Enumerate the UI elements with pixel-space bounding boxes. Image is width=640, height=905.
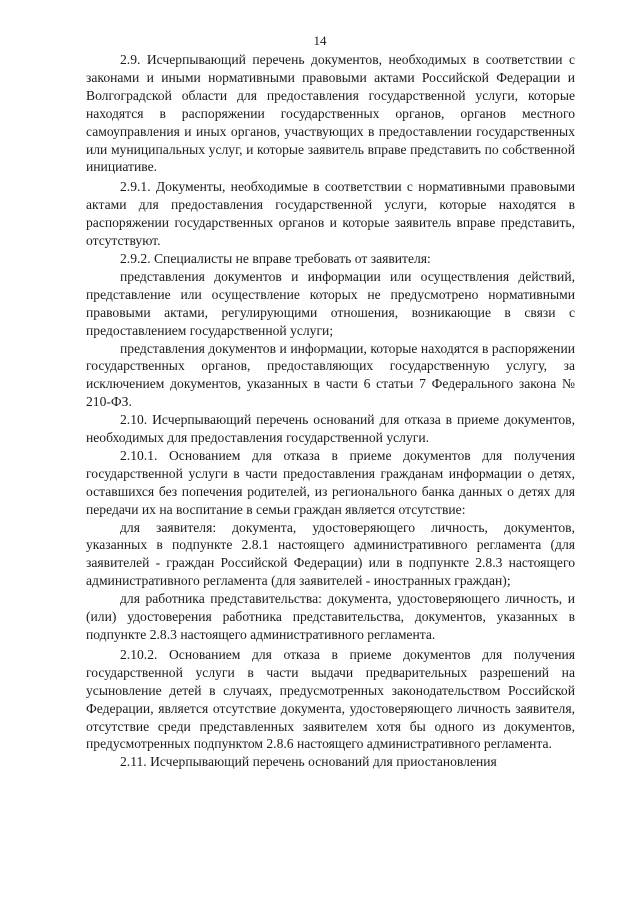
paragraph-2-9: 2.9. Исчерпывающий перечень документов, необходимых в соответствии с законами и иными нормативными правовыми актами Российской Федерации и Волгоградской области для предоставления государственной услуги, которые находятся в распоряжении государственных органов, органов местного самоуправления и иных органов, участвующих в предоставлении государственных или муниципальных услуг, и которые заявитель вправе представить по собственной инициативе. bbox=[86, 52, 575, 175]
paragraph-list-item: для заявителя: документа, удостоверяющего личность, документов, указанных в подпункте 2.8.1 настоящего административного регламента (для заявителей - граждан Российской Федерации) или в подпункте 2.8.3 настоящего административного регламента (для заявителей - иностранных граждан); bbox=[86, 519, 575, 589]
paragraph-2-9-1: 2.9.1. Документы, необходимые в соответствии с нормативными правовыми актами для предоставления государственной услуги, которые находятся в распоряжении государственных органов и которые заявитель вправе представить, отсутствуют. bbox=[86, 179, 575, 249]
document-body bbox=[86, 51, 575, 771]
paragraph-2-10: 2.10. Исчерпывающий перечень оснований для отказа в приеме документов, необходимых для предоставления государственной услуги. bbox=[86, 412, 575, 446]
paragraph-list-item: для работника представительства: документа, удостоверяющего личность, и (или) удостоверения работника представительства, документов, указанных в подпункте 2.8.3 настоящего административного регламента. bbox=[86, 591, 575, 642]
paragraph-list-item: представления документов и информации или осуществления действий, представление или осуществление которых не предусмотрено нормативными правовыми актами, регулирующими отношения, возникающие в связи с предоставлением государственной услуги; bbox=[86, 268, 575, 338]
paragraph-2-9-2: 2.9.2. Специалисты не вправе требовать от заявителя: bbox=[120, 250, 431, 266]
paragraph-2-11: 2.11. Исчерпывающий перечень оснований для приостановления bbox=[120, 754, 497, 770]
paragraph-2-10-1: 2.10.1. Основанием для отказа в приеме документов для получения государственной услуги в части предоставления гражданам информации о детях, оставшихся без попечения родителей, из регионального банка данных о детях для передачи их на воспитание в семьи граждан является отсутствие: bbox=[86, 447, 575, 517]
paragraph-list-item: представления документов и информации, которые находятся в распоряжении государственных органов, предоставляющих государственную услугу, за исключением документов, указанных в части 6 статьи 7 Федерального закона № 210-ФЗ. bbox=[86, 340, 575, 410]
page-number: 14 bbox=[313, 33, 327, 48]
paragraph-2-10-2: 2.10.2. Основанием для отказа в приеме документов для получения государственной услуги в части выдачи предварительных разрешений на усыновление детей в случаях, предусмотренных законодательством Российской Федерации, является отсутствие документа, удостоверяющего личность заявителя, отсутствие среди представленных заявителем хотя бы одного из документов, предусмотренных подпунктом 2.8.6 настоящего административного регламента. bbox=[86, 646, 575, 752]
